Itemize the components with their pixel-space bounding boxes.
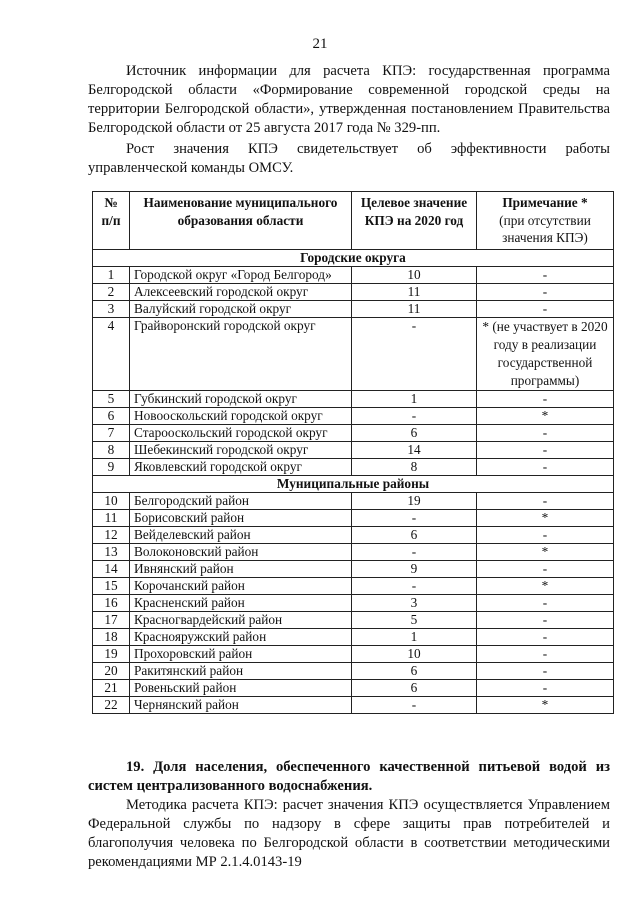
section-heading: 19. Доля населения, обеспеченного качественной питьевой водой из систем централизованного водоснабжения. xyxy=(88,759,610,794)
row-num: 8 xyxy=(93,441,130,458)
section-row xyxy=(93,475,614,492)
row-num: 3 xyxy=(93,300,130,317)
kpe-table xyxy=(92,191,614,714)
row-note: * xyxy=(477,543,614,560)
row-name: Ракитянский район xyxy=(130,662,352,679)
table-row xyxy=(93,407,614,424)
table-row xyxy=(93,458,614,475)
methodology-paragraph: Методика расчета КПЭ: расчет значения КПЭ осуществляется Управлением Федеральной службы по надзору в сфере защиты прав потребителей и благополучия человека по Белгородской области в соответствии методическими рекомендациями МР 2.1.4.0143-19 xyxy=(88,797,610,870)
row-note: - xyxy=(477,560,614,577)
header-note xyxy=(477,192,614,250)
row-name: Старооскольский городской округ xyxy=(130,424,352,441)
growth-paragraph: Рост значения КПЭ свидетельствует об эффективности работы управленческой команды ОМСУ. xyxy=(88,141,610,176)
row-name: Красногвардейский район xyxy=(130,611,352,628)
row-value: - xyxy=(352,509,477,526)
table-row xyxy=(93,662,614,679)
row-value: 10 xyxy=(352,266,477,283)
table-row xyxy=(93,526,614,543)
row-num: 4 xyxy=(93,317,130,390)
row-note: - xyxy=(477,679,614,696)
row-value: 6 xyxy=(352,526,477,543)
table-row xyxy=(93,679,614,696)
table-row xyxy=(93,492,614,509)
row-note: - xyxy=(477,458,614,475)
row-note: - xyxy=(477,441,614,458)
row-name: Прохоровский район xyxy=(130,645,352,662)
row-num: 7 xyxy=(93,424,130,441)
table-row xyxy=(93,628,614,645)
row-num: 10 xyxy=(93,492,130,509)
row-num: 2 xyxy=(93,283,130,300)
row-name: Губкинский городской округ xyxy=(130,390,352,407)
row-num: 9 xyxy=(93,458,130,475)
row-num: 20 xyxy=(93,662,130,679)
row-note: * xyxy=(477,577,614,594)
header-name: Наименование муниципального образования области xyxy=(130,192,352,250)
row-value: - xyxy=(352,696,477,713)
table-row xyxy=(93,509,614,526)
row-note: - xyxy=(477,266,614,283)
table-body xyxy=(93,249,614,713)
row-name: Борисовский район xyxy=(130,509,352,526)
row-name: Краснояружский район xyxy=(130,628,352,645)
row-num: 18 xyxy=(93,628,130,645)
table-row xyxy=(93,543,614,560)
row-note: - xyxy=(477,390,614,407)
row-note: - xyxy=(477,424,614,441)
row-note: * xyxy=(477,696,614,713)
row-value: 6 xyxy=(352,679,477,696)
row-note: * (не участвует в 2020 году в реализации государственной программы) xyxy=(477,317,614,390)
row-note: - xyxy=(477,526,614,543)
header-num: № п/п xyxy=(93,192,130,250)
row-num: 22 xyxy=(93,696,130,713)
table-row xyxy=(93,300,614,317)
row-value: 5 xyxy=(352,611,477,628)
table-row xyxy=(93,266,614,283)
table-row xyxy=(93,283,614,300)
row-num: 6 xyxy=(93,407,130,424)
row-value: - xyxy=(352,407,477,424)
row-value: 11 xyxy=(352,300,477,317)
row-name: Яковлевский городской округ xyxy=(130,458,352,475)
row-note: * xyxy=(477,509,614,526)
row-name: Ровеньский район xyxy=(130,679,352,696)
section-title: Муниципальные районы xyxy=(93,475,614,492)
header-note-title: Примечание * xyxy=(502,195,588,210)
row-note: - xyxy=(477,662,614,679)
row-name: Корочанский район xyxy=(130,577,352,594)
row-name: Грайворонский городской округ xyxy=(130,317,352,390)
row-num: 14 xyxy=(93,560,130,577)
table-row xyxy=(93,390,614,407)
row-name: Новооскольский городской округ xyxy=(130,407,352,424)
row-num: 16 xyxy=(93,594,130,611)
row-num: 19 xyxy=(93,645,130,662)
row-name: Шебекинский городской округ xyxy=(130,441,352,458)
row-note: * xyxy=(477,407,614,424)
row-name: Вейделевский район xyxy=(130,526,352,543)
row-value: 6 xyxy=(352,662,477,679)
table-row xyxy=(93,577,614,594)
section-row xyxy=(93,249,614,266)
row-num: 17 xyxy=(93,611,130,628)
table-row xyxy=(93,611,614,628)
row-note: - xyxy=(477,628,614,645)
section-title: Городские округа xyxy=(93,249,614,266)
table-row xyxy=(93,424,614,441)
row-value: - xyxy=(352,577,477,594)
row-note: - xyxy=(477,611,614,628)
header-target: Целевое значение КПЭ на 2020 год xyxy=(352,192,477,250)
row-num: 21 xyxy=(93,679,130,696)
row-value: 10 xyxy=(352,645,477,662)
row-num: 12 xyxy=(93,526,130,543)
row-name: Чернянский район xyxy=(130,696,352,713)
row-num: 5 xyxy=(93,390,130,407)
row-note: - xyxy=(477,645,614,662)
row-note: - xyxy=(477,594,614,611)
row-num: 15 xyxy=(93,577,130,594)
row-name: Валуйский городской округ xyxy=(130,300,352,317)
row-note: - xyxy=(477,283,614,300)
row-name: Городской округ «Город Белгород» xyxy=(130,266,352,283)
row-num: 1 xyxy=(93,266,130,283)
row-value: 9 xyxy=(352,560,477,577)
table-row xyxy=(93,317,614,390)
source-paragraph: Источник информации для расчета КПЭ: государственная программа Белгородской области «Формирование современной городской среды на территории Белгородской области», утвержденная постановлением Правительства Белгородской области от 25 августа 2017 года № 329-пп. xyxy=(88,63,610,136)
row-name: Ивнянский район xyxy=(130,560,352,577)
table-row xyxy=(93,441,614,458)
row-value: 11 xyxy=(352,283,477,300)
row-value: 14 xyxy=(352,441,477,458)
row-value: 1 xyxy=(352,390,477,407)
row-value: 6 xyxy=(352,424,477,441)
row-name: Белгородский район xyxy=(130,492,352,509)
row-name: Алексеевский городской округ xyxy=(130,283,352,300)
row-value: - xyxy=(352,543,477,560)
table-row xyxy=(93,645,614,662)
row-value: 8 xyxy=(352,458,477,475)
row-note: - xyxy=(477,300,614,317)
row-value: 19 xyxy=(352,492,477,509)
row-value: 1 xyxy=(352,628,477,645)
row-name: Красненский район xyxy=(130,594,352,611)
table-row xyxy=(93,594,614,611)
table-row xyxy=(93,560,614,577)
page-number: 21 xyxy=(312,36,328,52)
row-name: Волоконовский район xyxy=(130,543,352,560)
table-row xyxy=(93,696,614,713)
row-value: - xyxy=(352,317,477,390)
row-num: 11 xyxy=(93,509,130,526)
header-note-sub: (при отсутствии значения КПЭ) xyxy=(499,212,591,245)
row-value: 3 xyxy=(352,594,477,611)
row-note: - xyxy=(477,492,614,509)
row-num: 13 xyxy=(93,543,130,560)
table-header-row xyxy=(93,192,614,250)
